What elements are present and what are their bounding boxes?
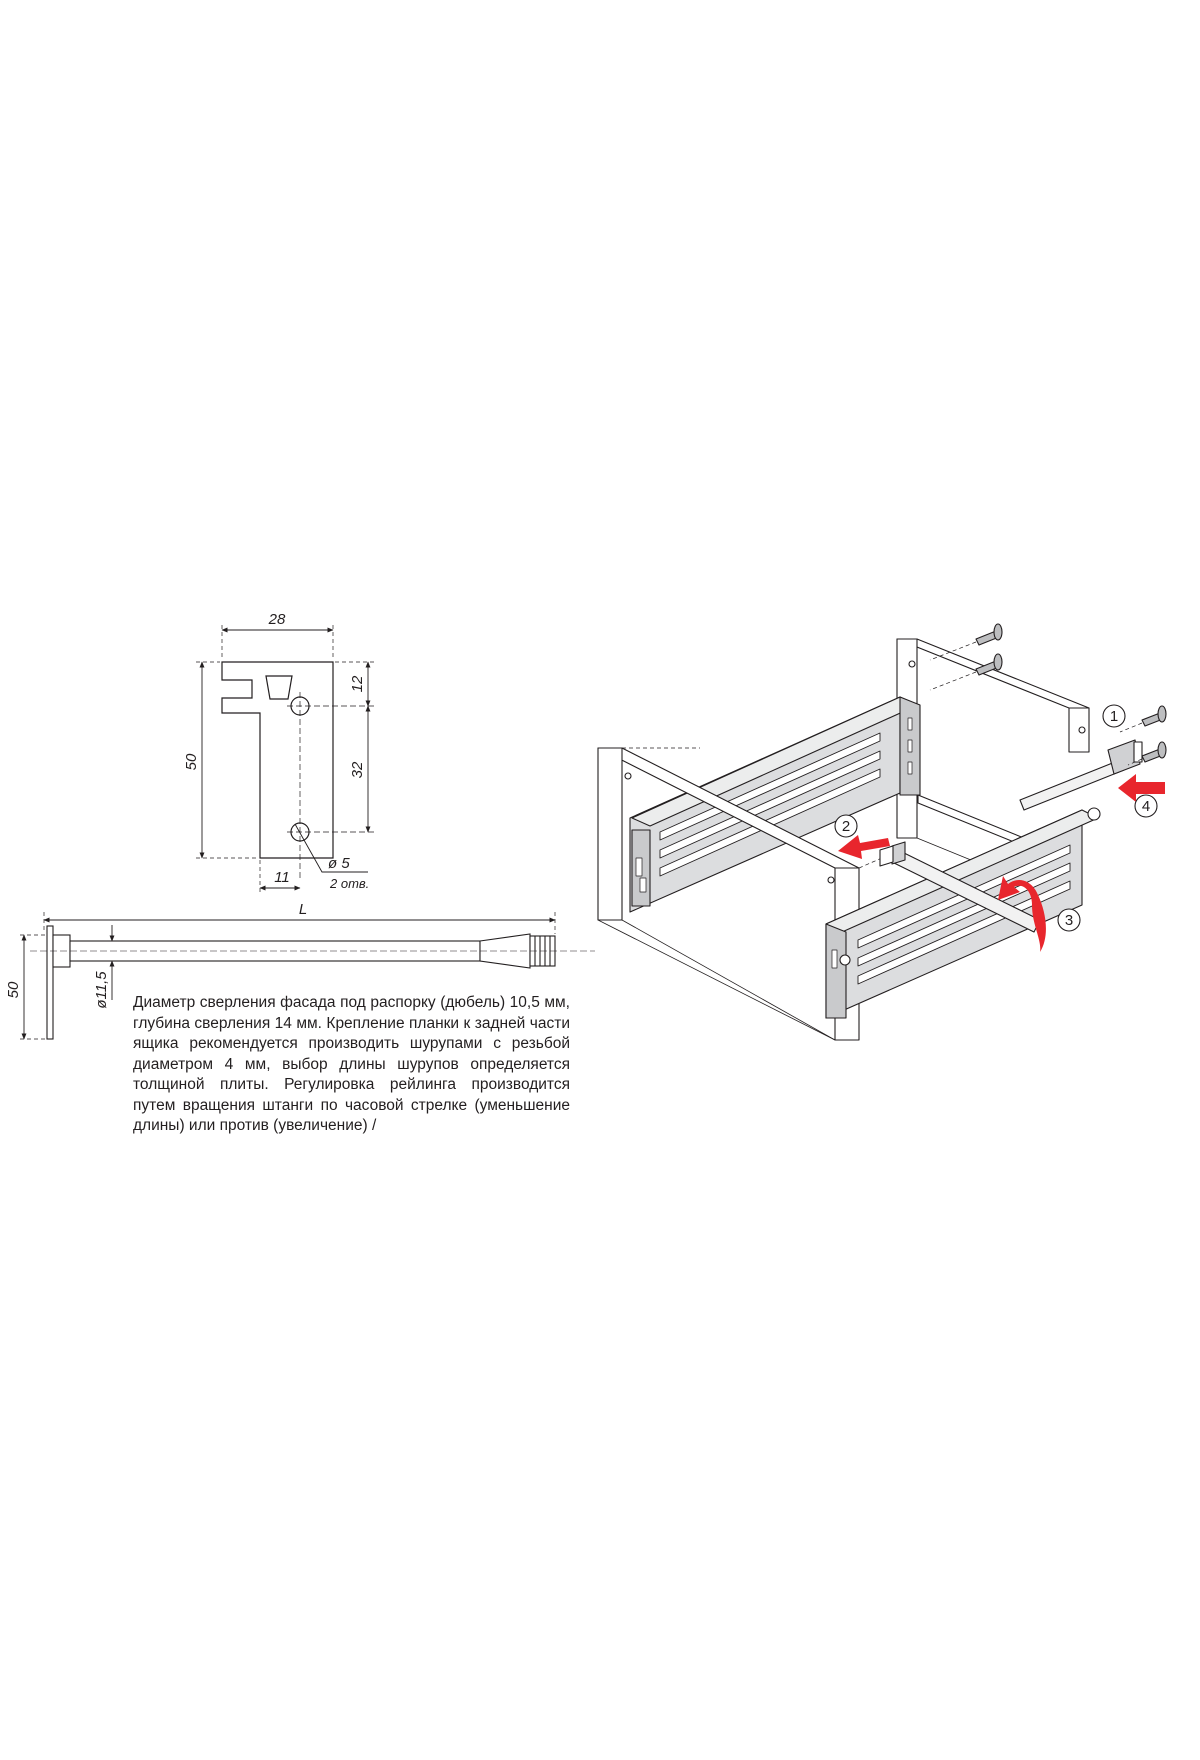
dim-height-label: 50 — [183, 753, 200, 771]
dim-offset-label: 11 — [274, 869, 290, 886]
dim-width-label: 28 — [268, 611, 286, 628]
dim-rod-height-label: 50 — [5, 981, 22, 999]
dim-rod-diameter-label: ø11,5 — [93, 971, 110, 1009]
drawer-side-right — [826, 808, 1100, 1018]
bracket-outline — [222, 662, 333, 858]
step-2-marker — [835, 815, 857, 837]
step-3-marker — [1058, 909, 1080, 931]
left-side-fittings — [632, 830, 650, 906]
dim-spacing-label: 32 — [349, 761, 366, 779]
dim-top-label: 12 — [349, 675, 366, 693]
screw-icon — [1142, 706, 1166, 726]
drawer-side-left — [630, 697, 920, 912]
step-1-marker — [1103, 705, 1125, 727]
step-4-marker — [1135, 795, 1157, 817]
dim-length-label: L — [298, 901, 308, 918]
installation-note: Диаметр сверления фасада под распорку (дюбель) 10,5 мм, глубина сверления 14 мм. Крепление планки к задней части ящика рекомендуется производить шурупами с резьбой диаметром 4 мм, выбор длины шурупов определяется толщиной плиты. Регулировка рейлинга производится путем вращения штанги по часовой стрелке (уменьшение длины) или против (увеличение) / — [133, 994, 570, 1134]
screw-icon — [976, 624, 1002, 645]
svg-text:4: 4 — [1141, 798, 1151, 815]
rod-pin — [47, 926, 53, 1039]
drawer-assembly — [598, 624, 1166, 1040]
svg-text:3: 3 — [1064, 912, 1074, 929]
svg-text:1: 1 — [1109, 708, 1119, 725]
screw-icon — [1142, 742, 1166, 762]
hole-diameter-label: ø 5 — [328, 855, 350, 872]
hole-count-label: 2 отв. — [330, 876, 370, 891]
svg-text:2: 2 — [841, 818, 851, 835]
